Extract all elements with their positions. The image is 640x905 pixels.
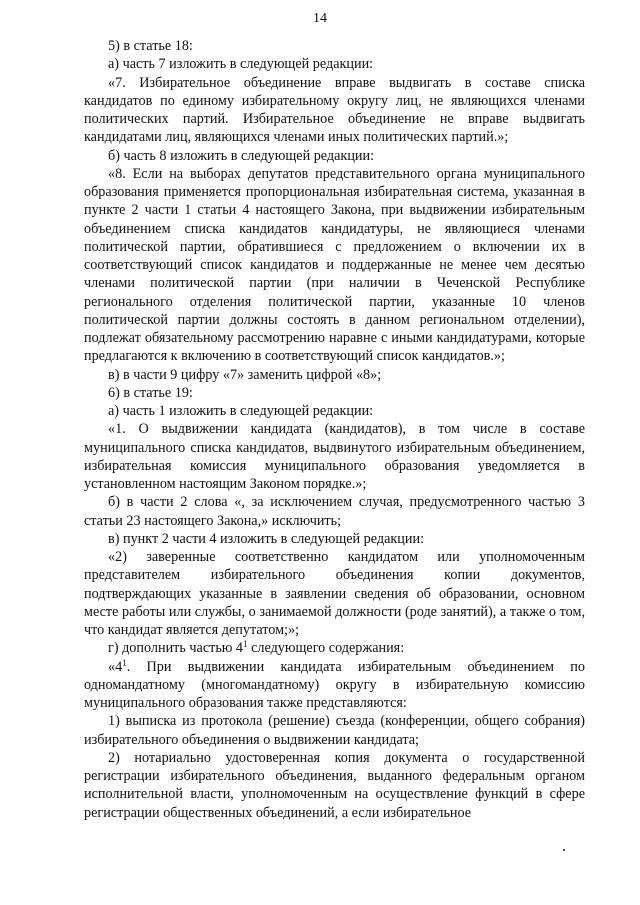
item-5v-instruction: в) в части 9 цифру «7» заменить цифрой «8»;: [108, 366, 382, 383]
item-5b-instruction: б) часть 8 изложить в следующей редакции:: [108, 147, 375, 164]
item-6g-superscript: 1: [243, 639, 248, 650]
item-6g-instruction: [84, 639, 585, 657]
item-5-heading: 5) в статье 18:: [108, 38, 193, 54]
item-6g-before: г) дополнить частью 4: [108, 640, 244, 657]
part-4-1-text: [84, 658, 585, 713]
item-6-heading: 6) в статье 19:: [108, 384, 193, 401]
item-6b-instruction: б) в части 2 слова «, за исключением случая, предусмотренного частью 3 статьи 23 настоящего Закона,» исключить;: [84, 494, 585, 529]
part-7-text: «7. Избирательное объединение вправе выдвигать в составе списка кандидатов по единому избирательному округу лиц, не являющихся членами политических партий. Избирательное объединение не вправе выдвигать кандидатами лиц, являющихся членами иных политических партий.»;: [84, 74, 585, 146]
subitem-1-text: 1) выписка из протокола (решение) съезда (конференции, общего собрания) избирательного объединения о выдвижении кандидата;: [84, 713, 585, 748]
part-4-1-before: «4: [108, 658, 123, 675]
item-6v-instruction: в) пункт 2 части 4 изложить в следующей редакции:: [108, 530, 425, 547]
point-2-text: «2) заверенные соответственно кандидатом или уполномоченным представителем избирательного объединения копии документов, подтверждающих указанные в заявлении сведения об образовании, основном месте работы или службы, о занимаемой должности (роде занятий), а также о том, что кандидат является депутатом;»;: [84, 549, 585, 638]
document-body: [84, 37, 585, 822]
item-6a-instruction: а) часть 1 изложить в следующей редакции:: [108, 403, 374, 419]
part-1-text: «1. О выдвижении кандидата (кандидатов), в том числе в составе муниципального списка кандидатов, выдвинутого избирательным объединением, избирательная комиссия муниципального образования уведомляется в установленном настоящим Законом порядке.»;: [84, 421, 585, 492]
item-5a-instruction: а) часть 7 изложить в следующей редакции:: [108, 56, 374, 73]
part-4-1-superscript: 1: [122, 657, 127, 668]
part-8-text: «8. Если на выборах депутатов представительного органа муниципального образования применяется пропорциональная избирательная система, указанная в пункте 2 части 1 статьи 4 настоящего Закона, при выдвижении избирательным объединением списка кандидатов кандидатуры, не являющиеся членами политической партии, обратившиеся с предложением о включении их в соответствующий список кандидатов и поддержанные не менее чем десятью членами политической партии (при наличии в Чеченской Республике регионального отделения политической партии, указанные 10 членов политической партии должны состоять в данном региональном отделении), подлежат обязательному рассмотрению наравне с иными кандидатурами, которые предлагаются к включению в соответствующий список кандидатов.»;: [84, 165, 585, 365]
subitem-2-text: 2) нотариально удостоверенная копия документа о государственной регистрации избирательного объединения, выданного федеральным органом исполнительной власти, уполномоченным на осуществление функций в сфере регистрации общественных объединений, а если избирательное: [84, 749, 585, 821]
part-4-1-after: . При выдвижении кандидата избирательным объединением по одномандатному (многомандатному) округу в избирательную комиссию муниципального образования также представляются:: [84, 658, 585, 711]
page-number: 14: [313, 11, 327, 26]
item-6g-after: следующего содержания:: [247, 640, 405, 657]
scan-artifact-dot: [563, 849, 565, 851]
